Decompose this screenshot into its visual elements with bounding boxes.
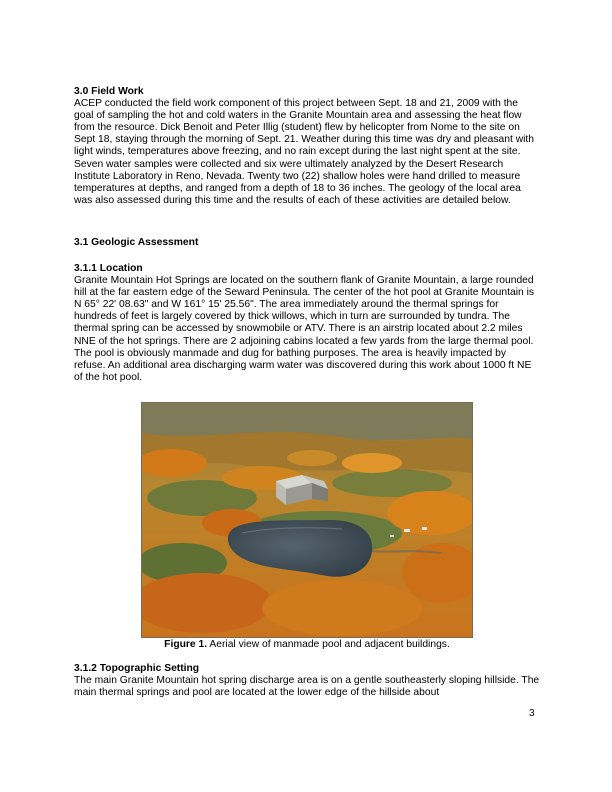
section-heading: 3.1.1 Location — [74, 263, 143, 274]
paragraph: The main Granite Mountain hot spring discharge area is on a gentle southeasterly sloping hillside. The main thermal springs and pool are located at the lower edge of the hillside about — [74, 675, 540, 699]
figure-aerial-photo — [141, 402, 473, 638]
section-heading: 3.1.2 Topographic Setting — [74, 663, 200, 674]
section-location — [74, 263, 540, 384]
page-number: 3 — [529, 708, 535, 719]
figure-label: Figure 1. — [164, 639, 208, 650]
section-topographic-setting — [74, 663, 540, 699]
paragraph: Granite Mountain Hot Springs are located on the southern flank of Granite Mountain, a large rounded hill at the far eastern edge of the Seward Peninsula. The center of the hot pool at Granite Mountain is N 65° 22' 08.63" and W 161° 15' 25.56". The area immediately around the thermal springs for hundreds of feet is largely covered by thick willows, which in turn are surrounded by tundra. The thermal spring can be accessed by snowmobile or ATV. There is an airstrip located about 2.2 miles NNE of the hot springs. There are 2 adjoining cabins located a few yards from the large thermal pool. The pool is obviously manmade and dug for bathing purposes. The area is heavily impacted by refuse. An additional area discharging warm water was discovered during this work about 1000 ft NE of the hot pool. — [74, 275, 535, 383]
paragraph: ACEP conducted the field work component of this project between Sept. 18 and 21, 2009 with the goal of sampling the hot and cold waters in the Granite Mountain area and assessing the heat flow from the resource. Dick Benoit and Peter Illig (student) flew by helicopter from Nome to the site on Sept 18, staying through the morning of Sept. 21. Weather during this time was dry and pleasant with light winds, temperatures above freezing, and no rain except during the last night spent at the site. Seven water samples were collected and six were ultimately analyzed by the Desert Research Institute Laboratory in Reno, Nevada. Twenty two (22) shallow holes were hand drilled to measure temperatures at depths, and ranged from a depth of 18 to 36 inches. The geology of the local area was also assessed during this time and the results of each of these activities are detailed below. — [74, 98, 535, 206]
aerial-pool-image — [142, 403, 472, 637]
figure-caption — [74, 639, 540, 651]
section-heading: 3.1 Geologic Assessment — [74, 237, 199, 248]
section-heading: 3.0 Field Work — [74, 86, 144, 97]
section-field-work — [74, 86, 540, 207]
section-geologic-assessment — [74, 237, 540, 249]
figure-caption-text: Aerial view of manmade pool and adjacent buildings. — [209, 639, 450, 650]
